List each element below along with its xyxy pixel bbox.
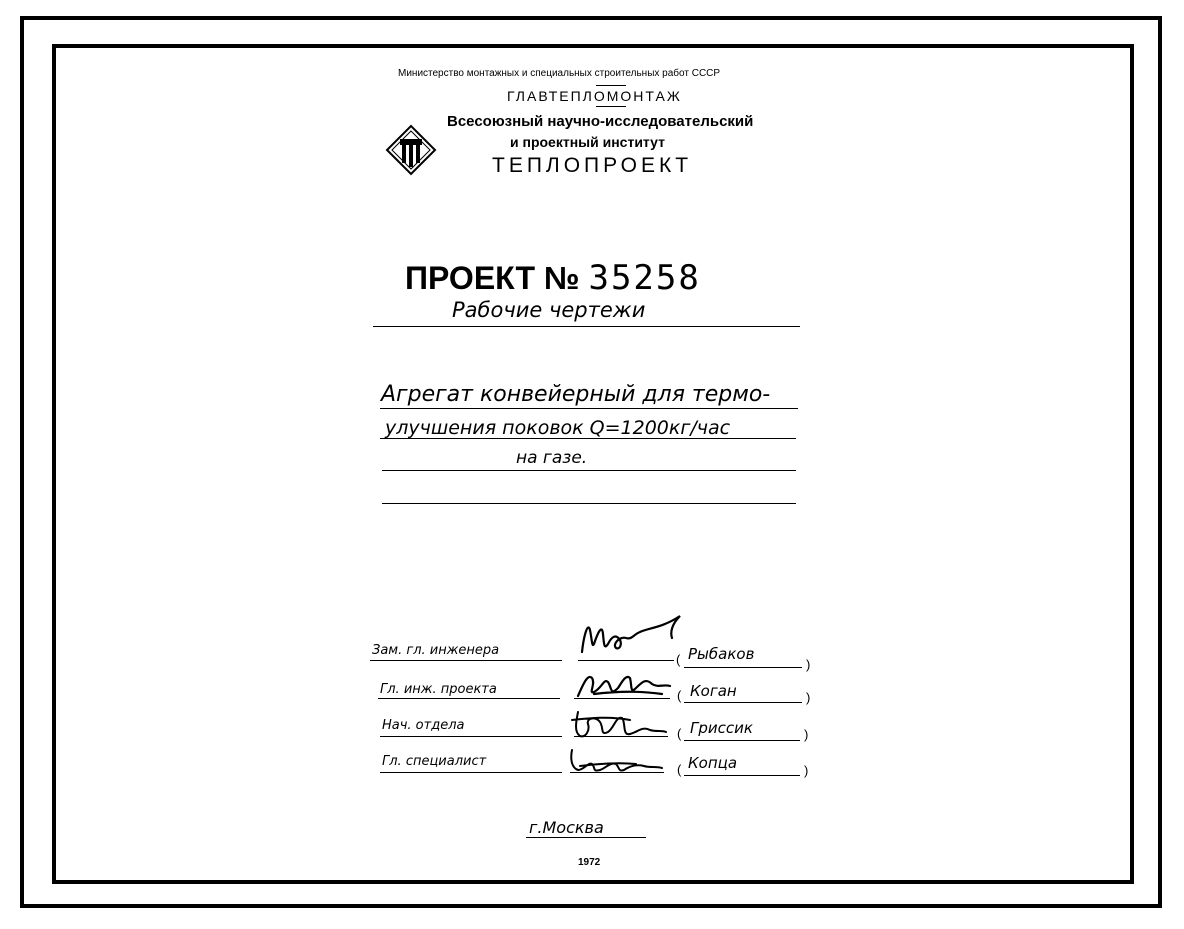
signature-role: Гл. инж. проекта bbox=[380, 682, 497, 697]
institute-line2: и проектный институт bbox=[510, 134, 665, 150]
title-line2: улучшения поковок Q=1200кг/час bbox=[385, 417, 731, 439]
signature-role: Нач. отдела bbox=[382, 718, 465, 733]
signer-name: Гриссик bbox=[690, 719, 753, 737]
organization-name: ГЛАВТЕПЛОМОНТАЖ bbox=[507, 88, 682, 104]
project-label: ПРОЕКТ № bbox=[405, 260, 580, 296]
teploproekt-logo-icon bbox=[385, 124, 437, 176]
underline bbox=[382, 470, 796, 471]
signer-name: Коган bbox=[690, 682, 737, 700]
title-line3: на газе. bbox=[516, 448, 588, 468]
paren-open: ( bbox=[677, 688, 682, 703]
signature-scribble bbox=[576, 604, 686, 660]
underline bbox=[526, 837, 646, 838]
divider bbox=[596, 85, 626, 86]
underline bbox=[370, 660, 562, 661]
institute-line1: Всесоюзный научно-исследовательский bbox=[447, 113, 754, 130]
city: г.Москва bbox=[529, 818, 604, 837]
ministry-text: Министерство монтажных и специальных строительных работ СССР bbox=[398, 68, 721, 79]
underline bbox=[684, 702, 802, 703]
signer-name: Рыбаков bbox=[688, 645, 755, 663]
underline bbox=[380, 408, 798, 409]
institute-name: ТЕПЛОПРОЕКТ bbox=[492, 154, 693, 177]
signer-name: Копца bbox=[688, 754, 738, 772]
paren-close: ) bbox=[806, 690, 811, 705]
paren-close: ) bbox=[804, 727, 809, 742]
project-heading bbox=[405, 258, 701, 298]
paren-open: ( bbox=[677, 762, 682, 777]
signature-scribble bbox=[566, 746, 666, 776]
title-line1: Агрегат конвейерный для термо- bbox=[381, 382, 771, 407]
divider bbox=[596, 106, 626, 107]
paren-close: ) bbox=[806, 657, 811, 672]
signature-line bbox=[578, 660, 674, 661]
paren-open: ( bbox=[676, 652, 681, 667]
paren-close: ) bbox=[804, 763, 809, 778]
underline bbox=[378, 698, 560, 699]
document-type: Рабочие чертежи bbox=[452, 298, 646, 322]
underline bbox=[382, 503, 796, 504]
signature-scribble bbox=[570, 706, 670, 742]
underline bbox=[684, 667, 802, 668]
signature-scribble bbox=[574, 664, 674, 704]
project-number: 35258 bbox=[588, 258, 701, 298]
underline bbox=[380, 772, 562, 773]
underline bbox=[684, 775, 800, 776]
signature-role: Гл. специалист bbox=[382, 754, 487, 769]
underline bbox=[380, 736, 562, 737]
signature-role: Зам. гл. инженера bbox=[372, 643, 500, 658]
year: 1972 bbox=[578, 857, 601, 868]
underline bbox=[380, 438, 796, 439]
underline bbox=[373, 326, 800, 327]
underline bbox=[684, 740, 800, 741]
paren-open: ( bbox=[677, 726, 682, 741]
